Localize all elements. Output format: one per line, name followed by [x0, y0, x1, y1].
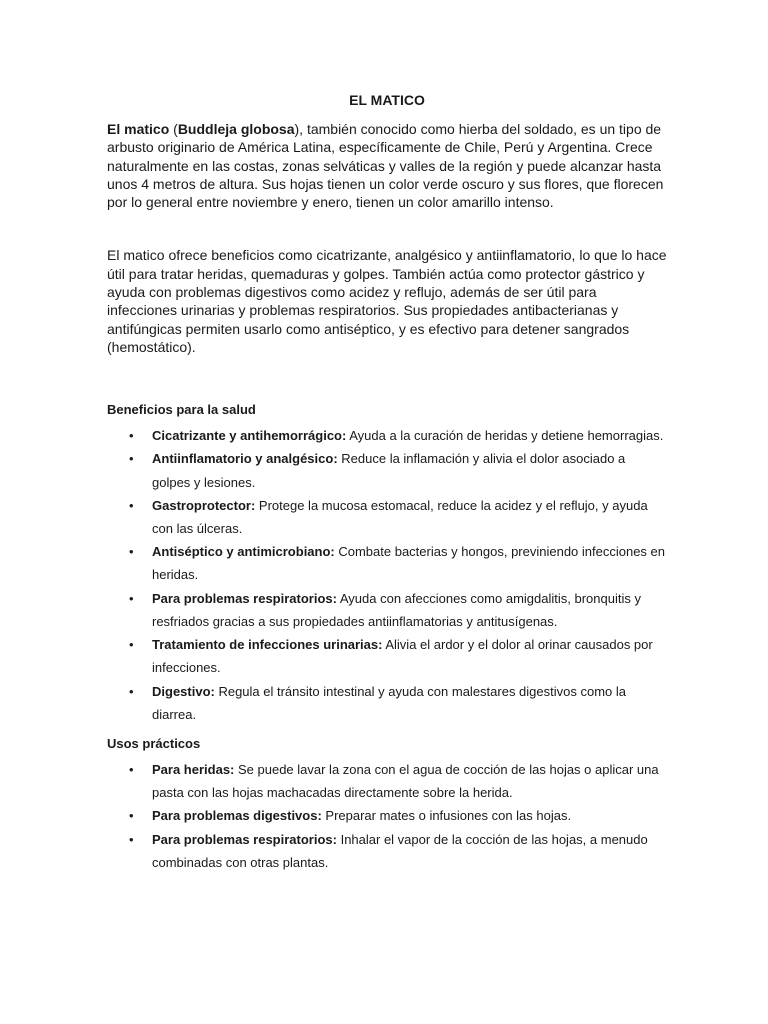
benefits-overview-paragraph: El matico ofrece beneficios como cicatrizante, analgésico y antiinflamatorio, lo que lo hace útil para tratar heridas, quemaduras y golpes. También actúa como protector gástrico y ayuda con problemas digestivos como acidez y reflujo, además de ser útil para infecciones urinarias y problemas respiratorios. Sus propiedades antibacterianas y antifúngicas permiten usarlo como antiséptico, y es efectivo para detener sangrados (hemostático). — [107, 247, 667, 355]
item-text: Ayuda con afecciones como amigdalitis, bronquitis y resfriados gracias a sus propiedades antiinflamatorias y antitusígenas. — [152, 590, 641, 629]
list-item — [107, 587, 667, 633]
bullet-icon: • — [129, 808, 134, 824]
list-item — [107, 424, 667, 447]
item-label: Digestivo: — [152, 683, 215, 699]
uses-list — [107, 758, 667, 874]
intro-bold-scientific: Buddleja globosa — [177, 121, 295, 137]
document-title: EL MATICO — [349, 92, 425, 108]
intro-paren: ( — [169, 121, 178, 137]
benefits-heading: Beneficios para la salud — [107, 402, 256, 418]
list-item — [107, 540, 667, 586]
item-text: Se puede lavar la zona con el agua de cocción de las hojas o aplicar una pasta con las hojas machacadas directamente sobre la herida. — [152, 761, 659, 801]
intro-paragraph — [107, 120, 667, 211]
list-item — [107, 758, 667, 804]
item-label: Tratamiento de infecciones urinarias: — [152, 637, 383, 653]
bullet-icon: • — [129, 497, 134, 513]
item-label: Cicatrizante y antihemorrágico: — [152, 428, 347, 444]
bullet-icon: • — [129, 831, 134, 847]
item-label: Para problemas digestivos: — [152, 808, 322, 824]
item-label: Para problemas respiratorios: — [152, 831, 337, 847]
bullet-icon: • — [129, 428, 134, 444]
item-text: Reduce la inflamación y alivia el dolor asociado a golpes y lesiones. — [152, 451, 626, 490]
intro-bold-name: El matico — [107, 121, 170, 137]
bullet-icon: • — [129, 544, 134, 560]
item-label: Para problemas respiratorios: — [152, 590, 337, 606]
list-item — [107, 804, 667, 827]
benefits-list — [107, 424, 667, 726]
item-label: Para heridas: — [152, 761, 235, 777]
bullet-icon: • — [129, 451, 134, 467]
list-item — [107, 494, 667, 540]
uses-heading: Usos prácticos — [107, 735, 201, 751]
item-text: Inhalar el vapor de la cocción de las hojas, a menudo combinadas con otras plantas. — [152, 831, 648, 870]
bullet-icon: • — [129, 683, 134, 699]
bullet-icon: • — [129, 590, 134, 606]
list-item — [107, 828, 667, 874]
list-item — [107, 633, 667, 679]
item-text: Protege la mucosa estomacal, reduce la acidez y el reflujo, y ayuda con las úlceras. — [152, 497, 648, 537]
list-item — [107, 680, 667, 726]
item-label: Antiinflamatorio y analgésico: — [152, 451, 338, 467]
document-page — [107, 90, 667, 882]
item-label: Gastroprotector: — [152, 497, 256, 513]
item-text: Ayuda a la curación de heridas y detiene hemorragias. — [346, 428, 664, 444]
item-text: Combate bacterias y hongos, previniendo infecciones en heridas. — [152, 544, 666, 583]
item-text: Alivia el ardor y el dolor al orinar causados por infecciones. — [152, 637, 653, 676]
intro-rest: ), también conocido como hierba del soldado, es un tipo de arbusto originario de América Latina, específicamente de Chile, Perú y Argentina. Crece naturalmente en las costas, zonas selváticas y valles de la región y puede alcanzar hasta unos 4 metros de altura. Sus hojas tienen un color verde oscuro y sus flores, que florecen por lo general entre noviembre y enero, tienen un color amarillo intenso. — [107, 121, 664, 211]
item-text: Regula el tránsito intestinal y ayuda con malestares digestivos como la diarrea. — [152, 683, 627, 722]
item-text: Preparar mates o infusiones con las hojas. — [321, 808, 572, 824]
list-item — [107, 447, 667, 493]
bullet-icon: • — [129, 761, 134, 777]
bullet-icon: • — [129, 637, 134, 653]
spacer — [107, 356, 667, 400]
item-label: Antiséptico y antimicrobiano: — [152, 544, 335, 560]
spacer — [107, 211, 667, 246]
